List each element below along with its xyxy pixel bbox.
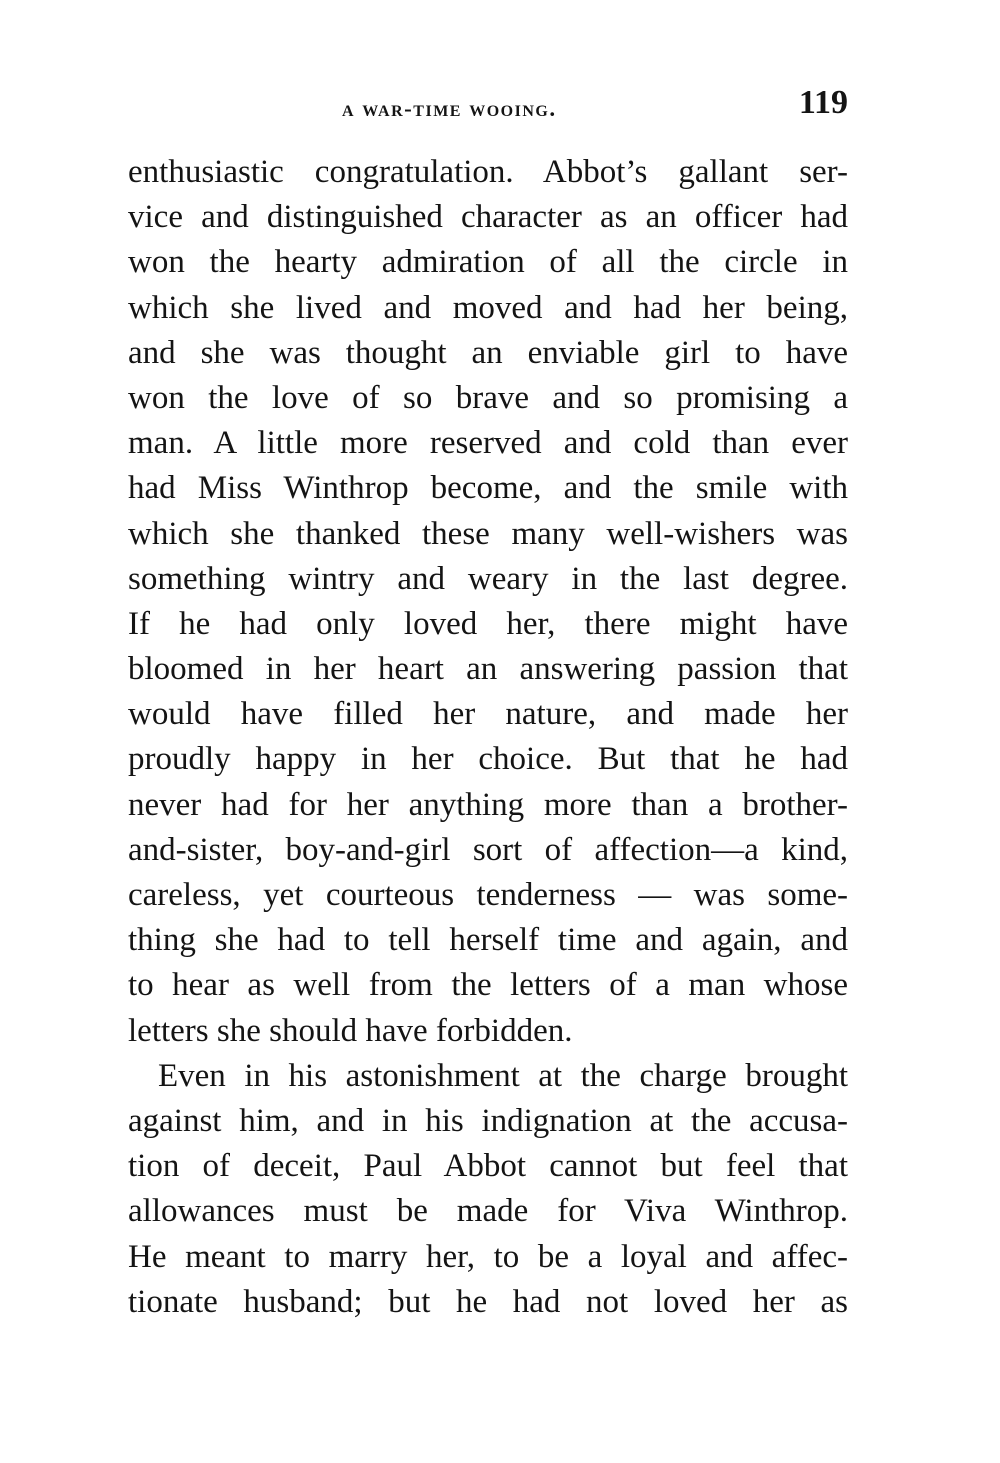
text-line: vice and distinguished character as an officer had xyxy=(128,199,848,236)
text-line: tion of deceit, Paul Abbot cannot but feel that xyxy=(128,1148,848,1185)
text-line: won the love of so brave and so promising a xyxy=(128,379,848,416)
running-head xyxy=(128,84,848,134)
text-line: proudly happy in her choice. But that he had xyxy=(128,741,848,778)
text-line: letters she should have forbidden. xyxy=(128,1012,573,1049)
text-line: which she lived and moved and had her being, xyxy=(128,289,848,326)
text-line: careless, yet courteous tenderness — was some- xyxy=(128,877,848,913)
text-line: allowances must be made for Viva Winthrop. xyxy=(128,1193,848,1230)
text-line: bloomed in her heart an answering passion that xyxy=(128,651,848,688)
text-line: against him, and in his indignation at the accusa- xyxy=(128,1102,848,1139)
text-line: would have filled her nature, and made her xyxy=(128,696,848,733)
text-line: Even in his astonishment at the charge brought xyxy=(158,1057,848,1094)
body-text xyxy=(128,150,848,1325)
text-line: and-sister, boy-and-girl sort of affection—a kind, xyxy=(128,831,848,868)
text-line: won the hearty admiration of all the circle in xyxy=(128,244,848,281)
text-line: tionate husband; but he had not loved her as xyxy=(128,1283,848,1320)
text-line: and she was thought an enviable girl to have xyxy=(128,334,848,371)
text-line: which she thanked these many well-wishers was xyxy=(128,515,848,552)
paragraph-2 xyxy=(128,1054,848,1325)
text-line: thing she had to tell herself time and again, and xyxy=(128,922,848,959)
text-line: He meant to marry her, to be a loyal and affec- xyxy=(128,1238,848,1275)
text-line: If he had only loved her, there might have xyxy=(128,605,848,642)
page-number: 119 xyxy=(798,84,848,121)
text-line: enthusiastic congratulation. Abbot’s gallant ser- xyxy=(128,154,848,190)
text-line: never had for her anything more than a brother- xyxy=(128,786,848,823)
text-line: something wintry and weary in the last degree. xyxy=(128,560,848,597)
paragraph-1 xyxy=(128,150,848,1054)
text-line: had Miss Winthrop become, and the smile with xyxy=(128,470,848,507)
text-line: man. A little more reserved and cold than ever xyxy=(128,425,848,462)
running-title: a war-time wooing. xyxy=(342,96,557,121)
text-line: to hear as well from the letters of a man whose xyxy=(128,967,848,1004)
